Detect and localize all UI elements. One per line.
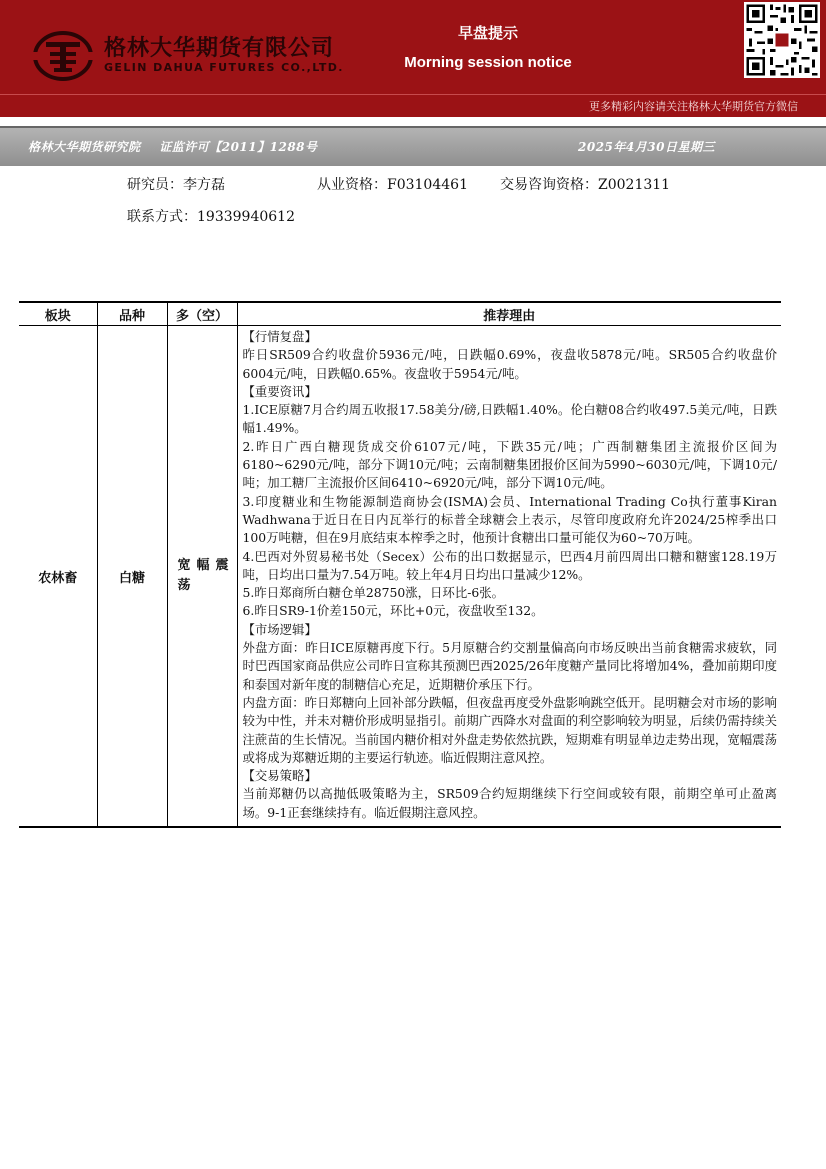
reason-paragraph: 当前郑糖仍以高抛低吸策略为主，SR509合约短期继续下行空间或较有限，前期空单可止盈离场。9-1正套继续持有。临近假期注意风控。 <box>242 786 777 820</box>
section-heading-review: 【行情复盘】 <box>242 329 317 344</box>
reason-text <box>243 328 778 822</box>
company-name-en: GELIN DAHUA FUTURES CO.,LTD. <box>104 61 344 74</box>
header-band <box>0 0 826 117</box>
direction-text: 宽幅震荡 <box>177 558 229 593</box>
researcher-contact: 联系方式：19339940612 <box>127 209 295 225</box>
report-date: 2025年4月30日星期三 <box>578 140 715 154</box>
report-title-cn: 早盘提示 <box>457 24 518 42</box>
report-title-en: Morning session notice <box>404 54 572 71</box>
section-heading-logic: 【市场逻辑】 <box>242 621 317 637</box>
institute-license <box>28 138 318 155</box>
header-divider <box>0 94 826 95</box>
wechat-qr-code-icon <box>744 2 820 78</box>
reason-paragraph: 2.昨日广西白糖现货成交价6107元/吨，下跌35元/吨；广西制糖集团主流报价区间为6180~6290元/吨，部分下调10元/吨；云南制糖集团报价区间为5990~6030元/吨，下调10元/吨；加工糖厂主流报价区间6410~6920元/吨，部分下调10元/吨。 <box>242 438 777 491</box>
researcher-name: 研究员：李方磊 <box>127 177 225 193</box>
table-row <box>19 326 781 828</box>
header-reason: 推荐理由 <box>237 302 781 326</box>
section-heading-news: 【重要资讯】 <box>242 383 317 399</box>
reason-paragraph: 1.ICE原糖7月合约周五收报17.58美分/磅,日跌幅1.40%。伦白糖08合约收497.5美元/吨，日跌幅1.49%。 <box>242 402 777 436</box>
sector-cell: 农林畜 <box>19 326 97 828</box>
researcher-consult-qualification: 交易咨询资格：Z0021311 <box>500 177 671 193</box>
license-number: 证监许可【2011】1288号 <box>159 140 318 154</box>
reason-paragraph: 昨日SR509合约收盘价5936元/吨，日跌幅0.69%，夜盘收5878元/吨。SR505合约收盘价6004元/吨，日跌幅0.65%。夜盘收于5954元/吨。 <box>242 347 777 381</box>
table-header-row <box>19 302 781 326</box>
researcher-qualification: 从业资格：F03104461 <box>317 177 468 193</box>
direction-cell <box>167 326 237 828</box>
reason-cell <box>237 326 781 828</box>
company-logo-icon <box>32 30 94 82</box>
section-heading-strategy: 【交易策略】 <box>242 768 317 784</box>
header-sector: 板块 <box>19 302 97 326</box>
reason-paragraph: 6.昨日SR9-1价差150元，环比+0元，夜盘收至132。 <box>242 603 544 619</box>
reason-paragraph: 5.昨日郑商所白糖仓单28750涨，日环比-6张。 <box>242 585 505 601</box>
reason-paragraph: 4.巴西对外贸易秘书处（Secex）公布的出口数据显示，巴西4月前四周出口糖和糖蜜128.19万吨，日均出口量为7.54万吨。较上年4月日均出口量减少12%。 <box>242 548 777 582</box>
reason-paragraph: 内盘方面：昨日郑糖向上回补部分跌幅，但夜盘再度受外盘影响跳空低开。昆明糖会对市场的影响较为中性，并未对糖价形成明显指引。前期广西降水对盘面的利空影响较为明显，后续仍需持续关注蔗苗的生长情况。当前国内糖价相对外盘走势依然抗跌，短期难有明显单边走势出现，宽幅震荡或将成为郑糖近期的主要运行轨迹。临近假期注意风控。 <box>242 694 777 765</box>
reason-paragraph: 3.印度糖业和生物能源制造商协会(ISMA)会员、International Trading Co执行董事Kiran Wadhwana于近日在日内瓦举行的标普全球糖会上表示，尽管印度政府允许2024/25榨季出口100万吨糖，但在9月底结束本榨季之时，他预计食糖出口量可能仅为60~70万吨。 <box>242 493 777 546</box>
institute-name: 格林大华期货研究院 <box>28 140 141 154</box>
header-direction: 多（空） <box>167 302 237 326</box>
wechat-follow-note: 更多精彩内容请关注格林大华期货官方微信 <box>589 100 798 113</box>
header-variety: 品种 <box>97 302 167 326</box>
reason-paragraph: 外盘方面：昨日ICE原糖再度下行。5月原糖合约交割量偏高向市场反映出当前食糖需求疲软，同时巴西国家商品供应公司昨日宣称其预测巴西2025/26年度糖产量同比将增加4%，叠加前期印度和泰国对新年度的制糖信心充足，近期糖价承压下行。 <box>242 640 777 692</box>
recommendation-table <box>19 301 781 828</box>
variety-cell: 白糖 <box>97 326 167 828</box>
company-name-cn: 格林大华期货有限公司 <box>104 36 335 61</box>
info-bar <box>0 126 826 166</box>
